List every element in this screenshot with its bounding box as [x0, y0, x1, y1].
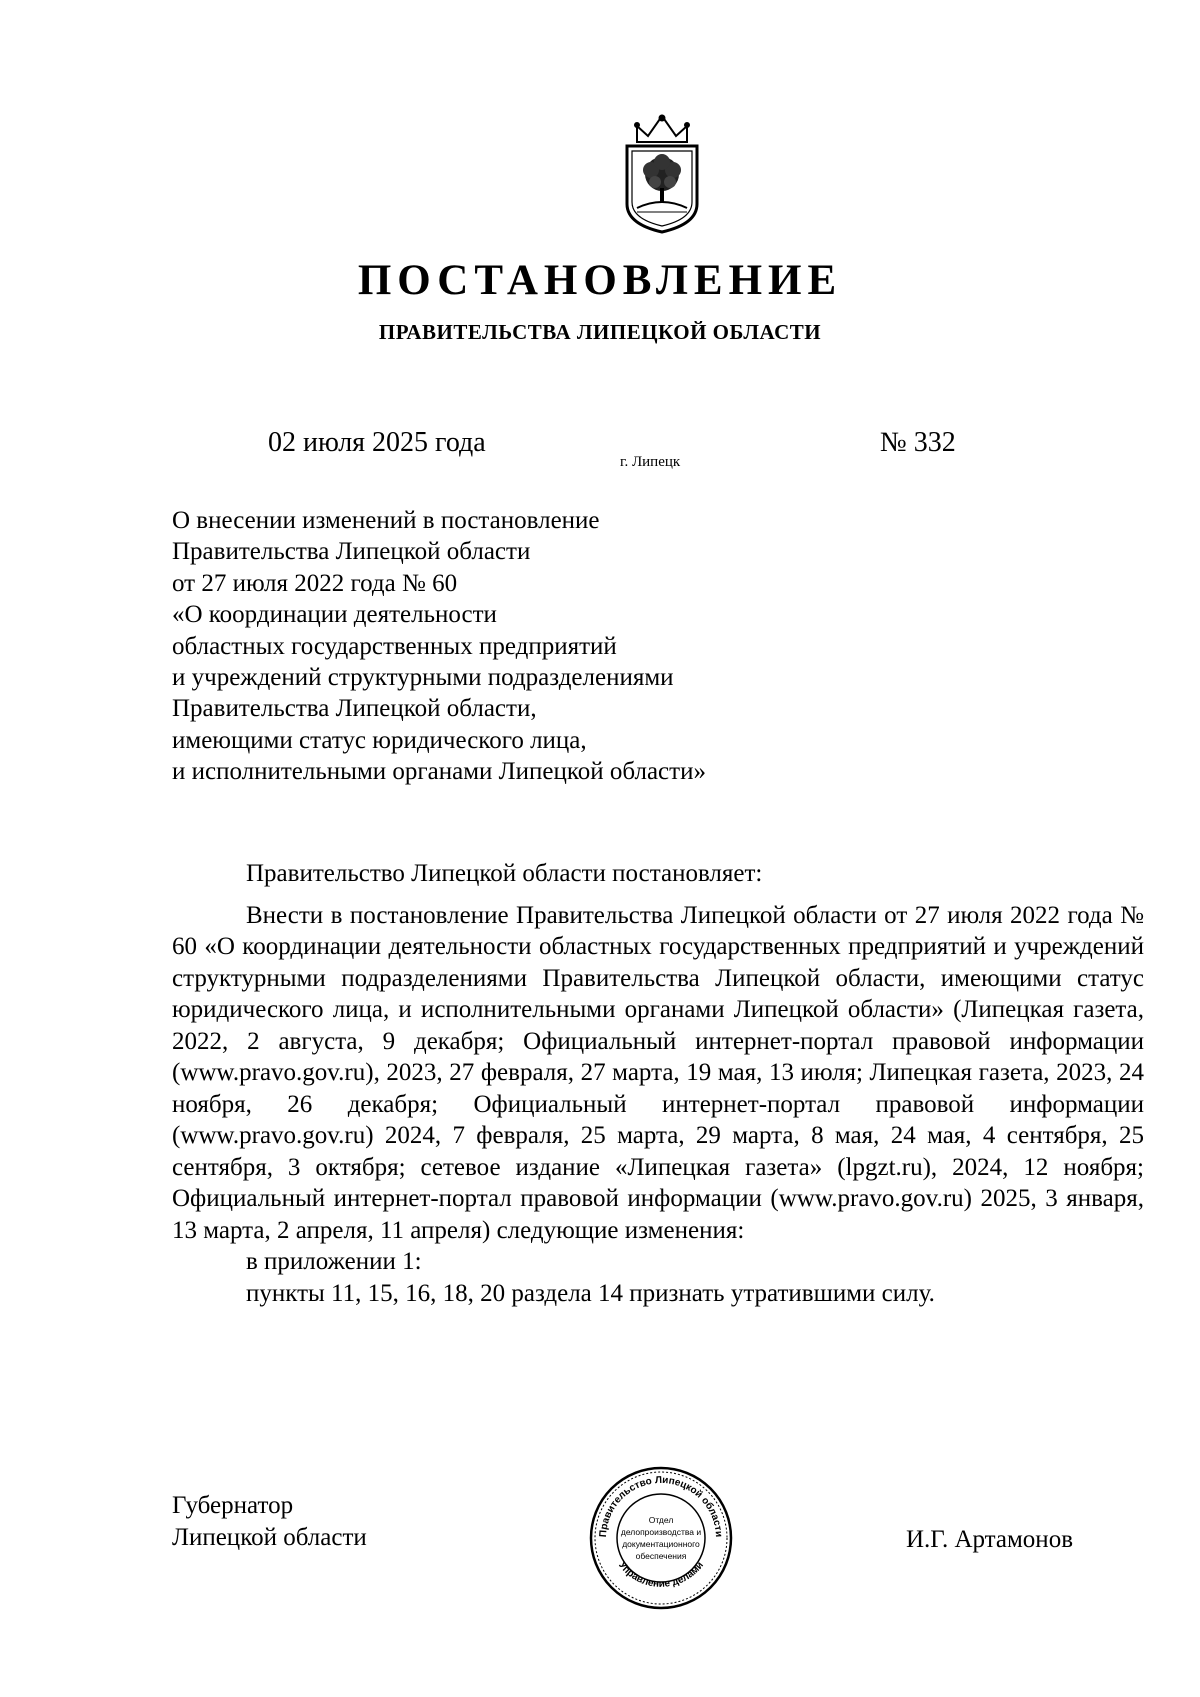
seal-outer-text: Правительство Липецкой области — [597, 1474, 725, 1538]
heading-line: имеющими статус юридического лица, — [172, 726, 587, 754]
signatory-position — [172, 1490, 367, 1554]
document-heading — [172, 505, 872, 788]
body-appendix: в приложении 1: — [246, 1248, 422, 1275]
heading-line: и исполнительными органами Липецкой области» — [172, 758, 706, 786]
document-title: ПОСТАНОВЛЕНИЕ — [357, 257, 843, 304]
heading-line: и учреждений структурными подразделениями — [172, 664, 674, 692]
signatory-position-line: Губернатор — [172, 1492, 294, 1519]
seal-bottom-text: Управление делами — [616, 1559, 706, 1590]
heading-line: Правительства Липецкой области — [172, 538, 531, 566]
seal-inner-line: документационного — [622, 1539, 700, 1549]
seal-inner-line: Отдел — [648, 1515, 674, 1525]
coat-of-arms-emblem — [615, 112, 709, 236]
official-seal — [588, 1465, 734, 1611]
body-main-paragraph: Внести в постановление Правительства Липецкой области от 27 июля 2022 года № 60 «О координации деятельности областных государственных предприятий и учреждений структурными подразделениями Правительства Липецкой области, имеющими статус юридического лица, и исполнительными органами Липецкой области» (Липецкая газета, 2022, 2 августа, 9 декабря; Официальный интернет-портал правовой информации (www.pravo.gov.ru), 2023, 27 февраля, 27 марта, 19 мая, 13 июля; Липецкая газета, 2023, 24 ноября, 26 декабря; Официальный интернет-портал правовой информации (www.pravo.gov.ru) 2024, 7 февраля, 25 марта, 29 марта, 8 мая, 24 мая, 4 сентября, 25 сентября, 3 октября; сетевое издание «Липецкая газета» (lpgzt.ru), 2024, 12 ноября; Официальный интернет-портал правовой информации (www.pravo.gov.ru) 2025, 3 января, 13 марта, 2 апреля, 11 апреля) следующие изменения: — [172, 901, 1144, 1244]
document-subtitle: ПРАВИТЕЛЬСТВА ЛИПЕЦКОЙ ОБЛАСТИ — [378, 320, 822, 344]
signatory-name: И.Г. Артамонов — [906, 1526, 1073, 1553]
heading-line: областных государственных предприятий — [172, 632, 617, 660]
document-date: 02 июля 2025 года — [268, 427, 486, 458]
seal-inner-line: обеспечения — [635, 1551, 687, 1561]
signatory-position-line: Липецкой области — [172, 1524, 367, 1551]
heading-line: Правительства Липецкой области, — [172, 695, 537, 723]
document-city: г. Липецк — [620, 454, 681, 470]
heading-line: от 27 июля 2022 года № 60 — [172, 569, 458, 597]
body-clause: пункты 11, 15, 16, 18, 20 раздела 14 признать утратившими силу. — [246, 1279, 935, 1307]
document-number: № 332 — [880, 427, 956, 458]
seal-inner-line: делопроизводства и — [620, 1527, 702, 1537]
heading-line: О внесении изменений в постановление — [172, 507, 600, 534]
body-intro: Правительство Липецкой области постановляет: — [246, 860, 763, 887]
document-body — [172, 858, 1144, 1309]
heading-line: «О координации деятельности — [172, 601, 497, 629]
